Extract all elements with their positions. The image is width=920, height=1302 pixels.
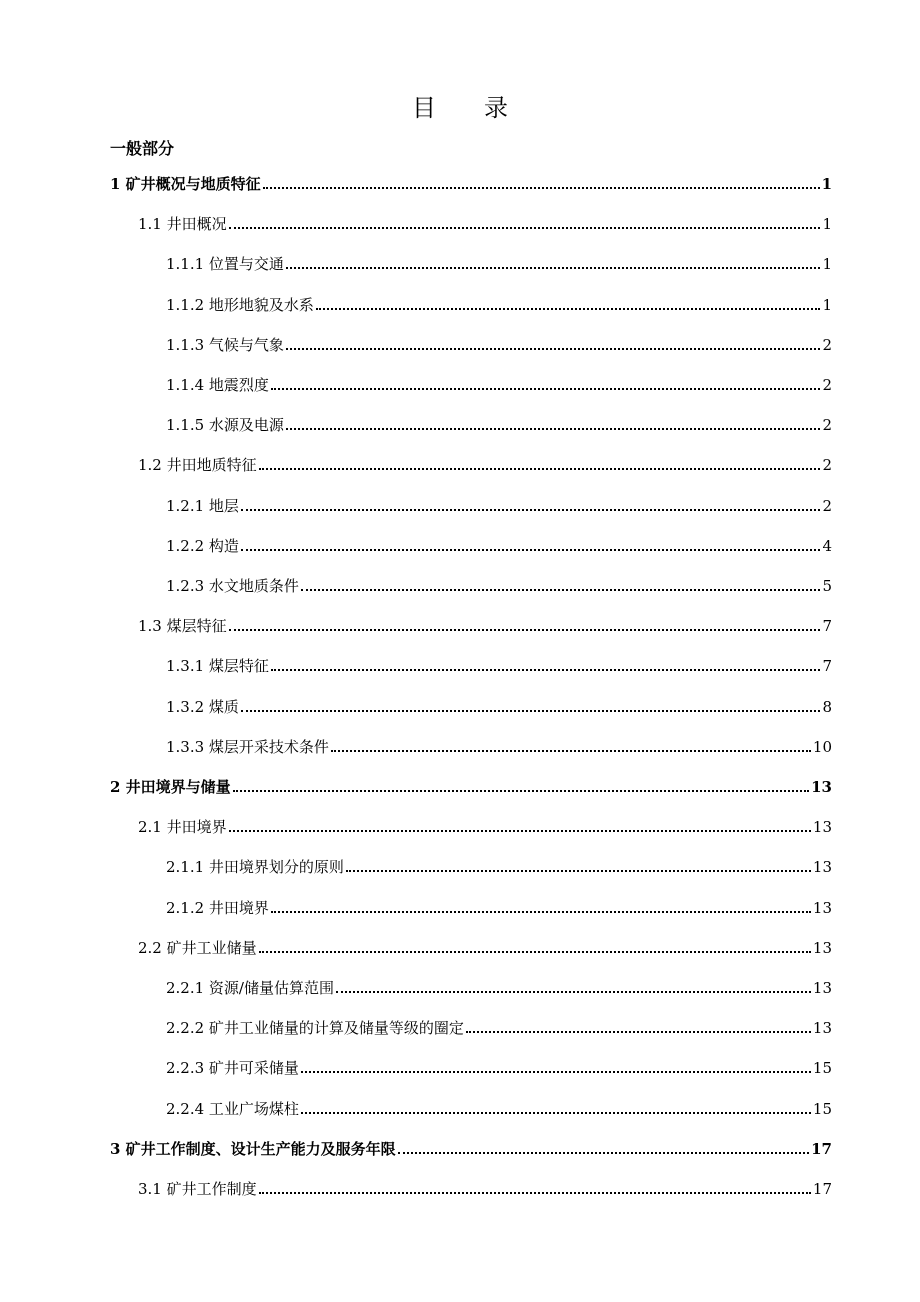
toc-entry-label: 2.2.3 矿井可采储量	[166, 1059, 299, 1078]
toc-entry-page: 13	[812, 818, 832, 837]
toc-dot-leader	[241, 509, 821, 511]
toc-dot-leader	[259, 951, 811, 953]
toc-entry-label: 2.2.4 工业广场煤柱	[166, 1099, 299, 1118]
toc-dot-leader	[316, 308, 821, 310]
toc-entry[interactable]	[166, 974, 832, 998]
toc-dot-leader	[271, 388, 821, 390]
toc-entry[interactable]	[166, 652, 832, 676]
title-char-right: 录	[484, 94, 508, 122]
toc-entry-label: 1.2 井田地质特征	[138, 456, 257, 475]
toc-entry-label: 1 矿井概况与地质特征	[110, 175, 261, 193]
toc-entry-label: 1.1.3 气候与气象	[166, 335, 284, 354]
toc-dot-leader	[229, 629, 821, 631]
toc-dot-leader	[241, 549, 821, 551]
toc-entry-page: 15	[812, 1059, 832, 1078]
toc-dot-leader	[286, 267, 821, 269]
toc-dot-leader	[263, 187, 820, 189]
toc-entry[interactable]	[110, 170, 832, 194]
toc-entry[interactable]	[166, 733, 832, 757]
toc-entry-label: 1.1 井田概况	[138, 215, 227, 234]
toc-entry-page: 7	[822, 657, 832, 676]
toc-entry[interactable]	[138, 934, 832, 958]
toc-entry-page: 5	[822, 577, 832, 595]
toc-dot-leader	[336, 991, 811, 993]
toc-entry-label: 3.1 矿井工作制度	[138, 1180, 257, 1198]
toc-entry-page: 13	[812, 1019, 832, 1038]
toc-entry-page: 17	[811, 1139, 832, 1158]
toc-entry-label: 1.3.2 煤质	[166, 697, 239, 716]
toc-dot-leader	[229, 227, 821, 229]
toc-entry-page: 13	[812, 938, 832, 957]
toc-entry-label: 1.1.2 地形地貌及水系	[166, 295, 314, 314]
toc-entry[interactable]	[166, 371, 832, 395]
toc-entry[interactable]	[138, 210, 832, 234]
toc-entry[interactable]	[166, 693, 832, 717]
toc-entry[interactable]	[166, 532, 832, 556]
toc-dot-leader	[331, 750, 811, 752]
toc-dot-leader	[271, 911, 811, 913]
toc-entry-label: 1.2.1 地层	[166, 496, 239, 515]
toc-entry[interactable]	[166, 853, 832, 877]
toc-entry-label: 1.2.2 构造	[166, 536, 239, 555]
toc-dot-leader	[229, 830, 811, 832]
toc-dot-leader	[241, 710, 821, 712]
toc-entry[interactable]	[138, 612, 832, 636]
toc-entry[interactable]	[166, 331, 832, 355]
toc-dot-leader	[271, 669, 821, 671]
toc-entry-page: 15	[812, 1099, 832, 1118]
toc-entry-page: 13	[812, 898, 832, 917]
toc-entry[interactable]	[166, 291, 832, 315]
toc-entry[interactable]	[138, 1175, 832, 1199]
toc-dot-leader	[259, 1192, 811, 1194]
toc-entry-page: 10	[812, 737, 832, 756]
toc-dot-leader	[233, 790, 809, 792]
toc-entry-page: 2	[822, 335, 832, 354]
toc-dot-leader	[286, 428, 821, 430]
toc-entry[interactable]	[166, 572, 832, 596]
toc-dot-leader	[301, 1071, 811, 1073]
toc-entry[interactable]	[110, 773, 832, 797]
toc-entry[interactable]	[166, 1014, 832, 1038]
toc-dot-leader	[301, 1112, 811, 1114]
toc-entry-page: 1	[822, 295, 832, 314]
toc-entry-label: 2 井田境界与储量	[110, 778, 231, 796]
toc-entry-label: 3 矿井工作制度、设计生产能力及服务年限	[110, 1139, 396, 1158]
toc-entry-page: 8	[822, 697, 832, 716]
toc-entry-page: 2	[822, 416, 832, 435]
toc-entry-label: 1.1.5 水源及电源	[166, 416, 284, 435]
toc-entry-page: 1	[822, 215, 832, 234]
section-heading: 一般部分	[110, 139, 175, 158]
title-char-left: 目	[412, 94, 436, 122]
toc-entry[interactable]	[166, 1054, 832, 1078]
toc-dot-leader	[301, 589, 821, 591]
toc-entry-label: 1.1.4 地震烈度	[166, 376, 269, 394]
toc-dot-leader	[259, 468, 821, 470]
toc-dot-leader	[466, 1031, 811, 1033]
toc-dot-leader	[286, 348, 821, 350]
toc-entry-page: 13	[812, 979, 832, 997]
toc-entry-label: 2.2.1 资源/储量估算范围	[166, 979, 334, 997]
toc-entry-page: 13	[811, 778, 832, 796]
toc-entry-page: 13	[812, 858, 832, 877]
toc-entry[interactable]	[138, 813, 832, 837]
page-title	[0, 88, 920, 123]
toc-entry[interactable]	[110, 1135, 832, 1159]
toc-dot-leader	[346, 870, 811, 872]
toc-entry-label: 2.1.2 井田境界	[166, 898, 269, 917]
toc-entry[interactable]	[166, 250, 832, 274]
toc-entry-page: 2	[822, 376, 832, 394]
toc-entry-page: 1	[821, 175, 832, 193]
toc-entry-label: 1.3.1 煤层特征	[166, 657, 269, 676]
toc-entry-page: 1	[822, 255, 832, 274]
toc-entry-label: 1.1.1 位置与交通	[166, 255, 284, 274]
toc-entry[interactable]	[166, 492, 832, 516]
toc-entry-page: 7	[822, 617, 832, 636]
toc-entry-page: 2	[822, 496, 832, 515]
toc-entry-page: 17	[812, 1180, 832, 1198]
toc-entry-page: 2	[822, 456, 832, 475]
toc-entry[interactable]	[166, 1095, 832, 1119]
toc-entry[interactable]	[166, 894, 832, 918]
toc-entry-label: 2.1 井田境界	[138, 818, 227, 837]
toc-entry[interactable]	[138, 451, 832, 475]
toc-entry-label: 2.1.1 井田境界划分的原则	[166, 858, 344, 877]
toc-entry-label: 1.3 煤层特征	[138, 617, 227, 636]
toc-entry[interactable]	[166, 411, 832, 435]
toc-entry-label: 2.2 矿井工业储量	[138, 938, 257, 957]
toc-entry-label: 2.2.2 矿井工业储量的计算及储量等级的圈定	[166, 1019, 464, 1038]
toc-entry-label: 1.3.3 煤层开采技术条件	[166, 737, 329, 756]
toc-entry-label: 1.2.3 水文地质条件	[166, 577, 299, 595]
toc-entry-page: 4	[822, 536, 832, 555]
toc-dot-leader	[398, 1152, 809, 1154]
